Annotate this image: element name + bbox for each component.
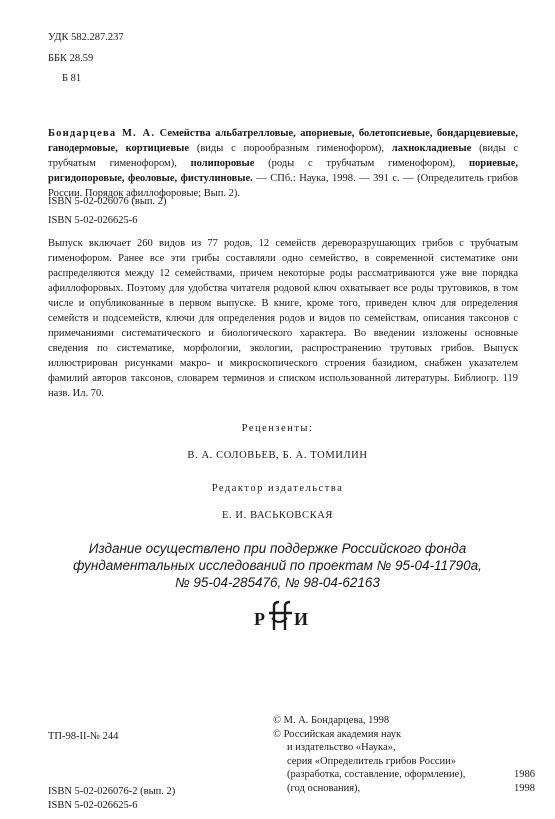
funding-line: фундаментальных исследований по проектам № 95-04-11790а, xyxy=(73,558,482,573)
bibliographic-description xyxy=(48,126,518,201)
copyright-line: © М. А. Бондарцева, 1998 xyxy=(273,715,390,726)
classification-codes xyxy=(48,28,124,90)
isbn-bottom-block xyxy=(48,785,175,813)
logo-ff-mark xyxy=(269,602,292,630)
biblio-author: Бондарцева М. А. xyxy=(48,128,156,139)
author-mark-code: Б 81 xyxy=(62,73,82,84)
copyright-year: 1986 xyxy=(514,769,535,780)
copyright-line: и издательство «Наука», xyxy=(287,742,396,753)
editor-name: Е. И. ВАСЬКОВСКАЯ xyxy=(221,510,334,521)
editor-title: Редактор издательства xyxy=(211,483,344,494)
biblio-title-part3: полипоровые xyxy=(190,158,255,169)
copyright-row xyxy=(273,768,535,782)
copyright-line: (разработка, составление, оформление), xyxy=(287,769,466,780)
bbk-code: ББК 28.59 xyxy=(48,52,94,64)
copyright-line: серия «Определитель грибов России» xyxy=(287,755,457,767)
biblio-note2: (виды с трубчатым гименофором), xyxy=(48,143,519,169)
biblio-note3: (роды с трубчатым гименофором), xyxy=(268,158,456,169)
isbn-line: ISBN 5-02-026625-6 xyxy=(48,800,138,811)
isbn-line: ISBN 5-02-026076-2 (вып. 2) xyxy=(48,786,176,797)
udk-code: УДК 582.287.237 xyxy=(48,32,124,43)
biblio-title-part1: Семейства альбатрелловые, апориевые, болетопсиевые, бондарцевиевые, ганодермовые, кортициевые xyxy=(48,128,518,154)
copyright-year: 1998 xyxy=(514,782,535,794)
isbn-line: ISBN 5-02-026625-6 xyxy=(48,215,138,226)
copyright-block xyxy=(273,714,535,795)
logo-right-letter: И xyxy=(294,609,309,629)
rffi-logo xyxy=(252,600,312,634)
funding-line: Издание осуществлено при поддержке Российского фонда xyxy=(88,541,467,556)
copyright-row xyxy=(273,782,535,796)
copyright-line: © Российская академия наук xyxy=(273,728,402,740)
biblio-title-part2: лахнокладиевые xyxy=(391,143,472,154)
logo-left-letter: Р xyxy=(254,609,265,629)
biblio-note1: (виды с порообразным гименофором), xyxy=(196,143,384,154)
rffi-logo-icon xyxy=(252,600,312,634)
tp-code: ТП-98-II-№ 244 xyxy=(48,731,119,742)
biblio-imprint: — СПб.: Наука, 1998. — 391 с. — (Определитель грибов России. Порядок афиллофоровые; Вып. 2). xyxy=(48,173,519,199)
funding-note xyxy=(40,540,515,591)
biblio-title-part4: пориевые, ригидопоровые, феоловые, фистулиновые. xyxy=(48,158,519,184)
reviewers-title: Рецензенты: xyxy=(241,423,314,434)
funding-line: № 95-04-285476, № 98-04-62163 xyxy=(175,575,380,590)
reviewers-names: В. А. СОЛОВЬЕВ, Б. А. ТОМИЛИН xyxy=(187,450,368,461)
abstract-paragraph: Выпуск включает 260 видов из 77 родов, 12 семейств дереворазрушающих грибов с трубчатым гименофором. Ранее все эти грибы составляли одно семейство, в современной систематике они распределяются между 12 семействами, причем некоторые роды рассматриваются уже вне порядка афиллофоровых. Поэтому для удобства читателя родовой ключ охватывает все роды трутовиков, в том числе и опубликованные в первом выпуске. В книге, кроме того, приведен ключ для определения семейств и подсемейств, ключи для определения родов и видов по семействам, описания таксонов с примечаниями систематического и биологического характера. Во введении изложены основные сведения по систематике, морфологии, экологии, распространению трутовых грибов. Выпуск иллюстрирован рисунками макро- и микроскопического строения базидиом, снабжен указателем фамилий авторов таксонов, словарем терминов и списком использованной литературы. Библиогр. 119 назв. Ил. 70. xyxy=(48,238,518,399)
copyright-line: (год основания), xyxy=(287,782,361,794)
isbn-line: ISBN 5-02-026076 (вып. 2) xyxy=(48,196,167,207)
isbn-top-block xyxy=(48,192,167,230)
